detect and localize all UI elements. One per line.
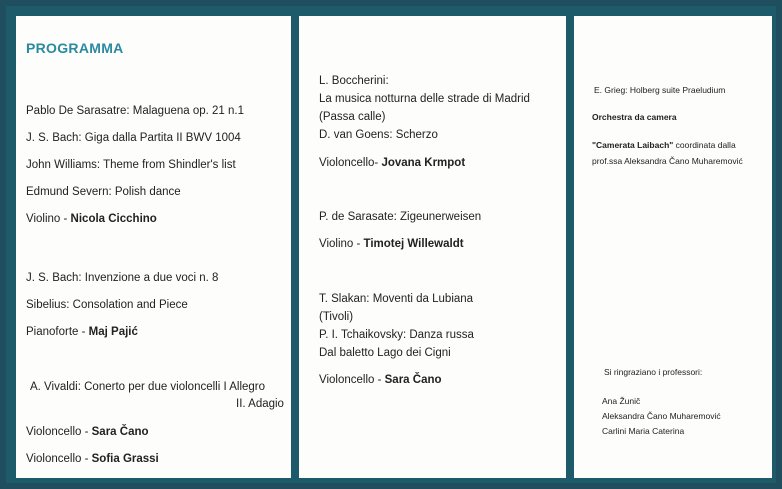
performer bbox=[319, 373, 442, 387]
program-item: J. S. Bach: Giga dalla Partita II BWV 1004 bbox=[26, 132, 241, 144]
performer-role: Violoncello - bbox=[26, 426, 92, 438]
professor-name: Aleksandra Čano Muharemović bbox=[602, 411, 721, 421]
performer bbox=[319, 237, 464, 251]
performer-role: Violino - bbox=[319, 238, 364, 250]
program-item: II. Adagio bbox=[236, 398, 284, 410]
program-item: Edmund Severn: Polish dance bbox=[26, 186, 181, 198]
program-item: P. I. Tchaikovsky: Danza russa bbox=[319, 329, 474, 341]
program-item: T. Slakan: Moventi da Lubiana bbox=[319, 293, 474, 305]
panel-right bbox=[574, 16, 772, 478]
program-item: La musica notturna delle strade di Madrid bbox=[319, 93, 530, 105]
program-item: L. Boccherini: bbox=[319, 75, 389, 87]
panel-left bbox=[16, 16, 291, 478]
performer-role: Violoncello- bbox=[319, 157, 382, 169]
performer bbox=[319, 156, 465, 170]
performer-name: Sofia Grassi bbox=[91, 453, 159, 465]
performer-name: Nicola Cicchino bbox=[70, 213, 157, 225]
coordinator-name: prof.ssa Aleksandra Čano Muharemović bbox=[592, 156, 743, 166]
thanks-heading: Si ringraziano i professori: bbox=[604, 367, 703, 377]
program-item: John Williams: Theme from Shindler's list bbox=[26, 159, 236, 171]
program-item: P. de Sarasate: Zigeunerweisen bbox=[319, 211, 482, 223]
brochure-frame bbox=[6, 6, 776, 483]
program-item: A. Vivaldi: Conerto per due violoncelli I Allegro bbox=[30, 381, 266, 393]
performer-name: Sara Čano bbox=[91, 426, 149, 438]
professor-name: Ana Žunič bbox=[602, 396, 641, 406]
performer-name: Jovana Krmpot bbox=[381, 157, 466, 169]
program-item: Sibelius: Consolation and Piece bbox=[26, 299, 188, 311]
ensemble-name: Orchestra da camera bbox=[592, 112, 677, 122]
performer-role: Violoncello - bbox=[26, 453, 92, 465]
performer-name: Maj Pajić bbox=[88, 326, 138, 338]
performer-name: Sara Čano bbox=[384, 374, 442, 386]
program-item: (Passa calle) bbox=[319, 111, 386, 123]
performer bbox=[26, 452, 159, 466]
performer bbox=[26, 212, 157, 226]
ensemble-title: "Camerata Laibach" bbox=[592, 140, 674, 150]
professor-name: Carlini Maria Caterina bbox=[602, 426, 685, 436]
program-item: E. Grieg: Holberg suite Praeludium bbox=[594, 85, 726, 95]
performer bbox=[26, 425, 149, 439]
program-item: (Tivoli) bbox=[319, 311, 354, 323]
program-item: D. van Goens: Scherzo bbox=[319, 129, 438, 141]
program-item: Dal baletto Lago dei Cigni bbox=[319, 347, 451, 359]
performer-role: Violoncello - bbox=[319, 374, 385, 386]
panel-middle bbox=[299, 16, 566, 478]
performer-role: Violino - bbox=[26, 213, 71, 225]
performer bbox=[26, 325, 138, 339]
program-item: J. S. Bach: Invenzione a due voci n. 8 bbox=[26, 272, 219, 284]
page-title: PROGRAMMA bbox=[26, 40, 124, 56]
performer-name: Timotej Willewaldt bbox=[363, 238, 464, 250]
program-item: Pablo De Sarasatre: Malaguena op. 21 n.1 bbox=[26, 105, 245, 117]
ensemble-coordinator bbox=[592, 140, 736, 151]
ensemble-note: coordinata dalla bbox=[673, 140, 736, 150]
performer-role: Pianoforte - bbox=[26, 326, 89, 338]
